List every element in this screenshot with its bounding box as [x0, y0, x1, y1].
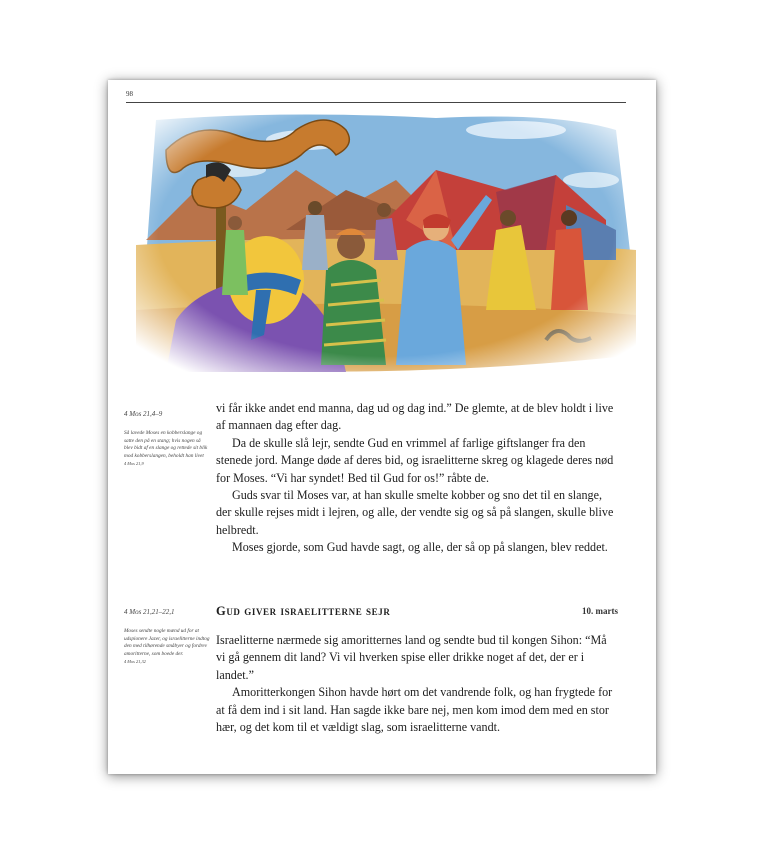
margin-summary: Så lavede Moses en kobberslange og satte den på en stang; hvis nogen så blev bidt af en slange og rettede sit blik mod kobberslangen, beholdt han livet	[124, 430, 208, 459]
body-text-section2	[216, 632, 618, 736]
paragraph: Amoritterkongen Sihon havde hørt om det vandrende folk, og han frygtede for at få dem ind i sit land. Han sagde ikke bare nej, men kom imod dem med en stor hær, og det kom til et vældigt slag, som israelitterne vandt.	[216, 685, 613, 735]
margin-verse-ref: 4 Mos 21,9	[124, 461, 144, 467]
section-heading: Gud giver israelitterne sejr	[216, 604, 391, 618]
paragraph: Moses gjorde, som Gud havde sagt, og alle, der så op på slangen, blev reddet.	[232, 540, 608, 555]
margin-verse-ref: 4 Mos 21,32	[124, 659, 146, 665]
paragraph: vi får ikke andet end manna, dag ud og dag ind.” De glemte, at de blev holdt i live af mannaen dag efter dag.	[216, 401, 614, 433]
margin-summary: Moses sendte nogle mænd ud for at udspionere Jazer, og israelitterne indtog den med tilhørende småbyer og fordrev amoritterne, som boede der.	[124, 628, 210, 657]
section-date: 10. marts	[582, 606, 618, 616]
margin-scripture-ref: 4 Mos 21,4–9	[124, 410, 163, 418]
header-rule	[126, 102, 626, 103]
paragraph: Guds svar til Moses var, at han skulle smelte kobber og sno det til en slange, der skulle rejses midt i lejren, og alle, der vendte sig og så på slangen, skulle blive helbredt.	[216, 488, 614, 537]
page-number: 98	[126, 90, 133, 98]
paragraph: Israelitterne nærmede sig amoritternes land og sendte bud til kongen Sihon: “Må vi gå gennem dit land? Vi vil hverken spise eller drikke noget af det, der er i landet.”	[216, 633, 607, 682]
margin-note-section1	[124, 410, 210, 467]
book-page	[108, 80, 656, 774]
paragraph: Da de skulle slå lejr, sendte Gud en vrimmel af farlige giftslanger fra den stenede jord. Mange døde af deres bid, og israelitterne skreg og klagede deres nød for Moses. “Vi har syndet! Bed til Gud for os!” råbte de.	[216, 435, 614, 485]
bronze-serpent-illustration	[136, 110, 636, 382]
margin-scripture-ref: 4 Mos 21,21–22,1	[124, 608, 175, 616]
margin-note-section2	[124, 608, 210, 665]
body-text-section1	[216, 400, 618, 557]
